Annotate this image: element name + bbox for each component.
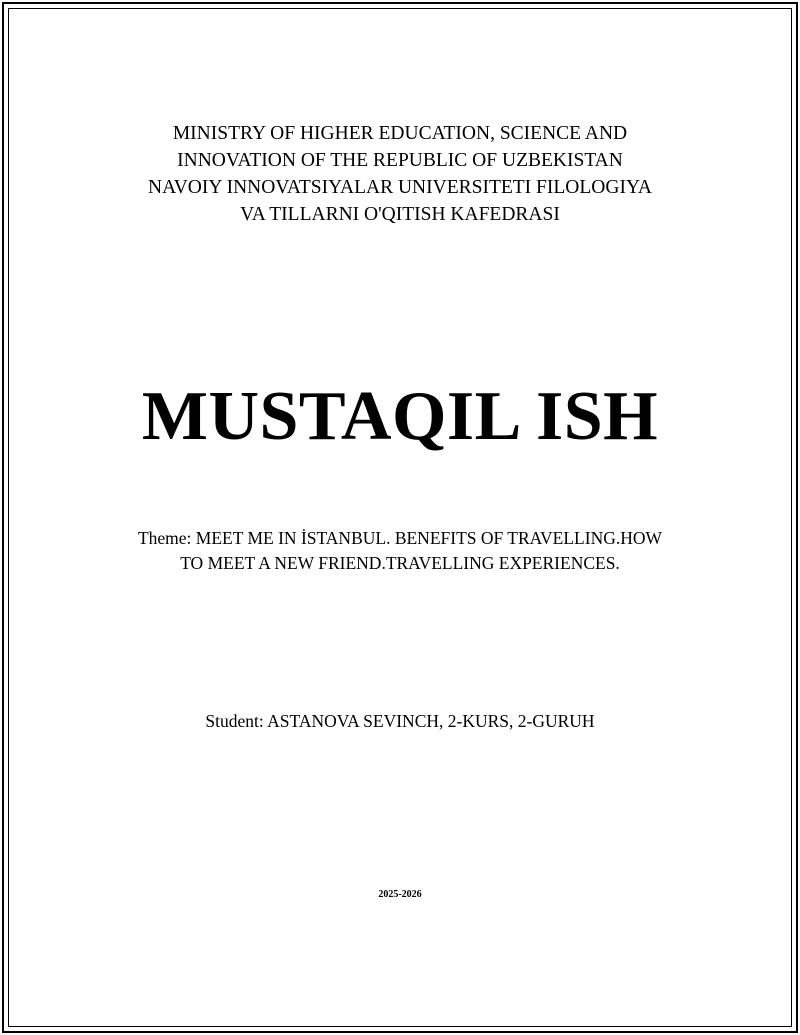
academic-year: 2025-2026	[378, 889, 422, 900]
theme-statement	[0, 526, 800, 576]
institution-header	[0, 120, 800, 228]
header-line-1: MINISTRY OF HIGHER EDUCATION, SCIENCE AND	[172, 123, 628, 144]
student-info: Student: ASTANOVA SEVINCH, 2-KURS, 2-GURUH	[205, 711, 595, 731]
document-title: MUSTAQIL ISH	[141, 378, 659, 455]
header-line-2: INNOVATION OF THE REPUBLIC OF UZBEKISTAN	[177, 150, 623, 171]
header-line-4: VA TILLARNI O'QITISH KAFEDRASI	[240, 204, 560, 225]
theme-line-1: Theme: MEET ME IN İSTANBUL. BENEFITS OF TRAVELLING.HOW	[137, 528, 663, 548]
header-line-3: NAVOIY INNOVATSIYALAR UNIVERSITETI FILOLOGIYA	[148, 177, 652, 198]
theme-line-2: TO MEET A NEW FRIEND.TRAVELLING EXPERIENCES.	[180, 553, 620, 573]
